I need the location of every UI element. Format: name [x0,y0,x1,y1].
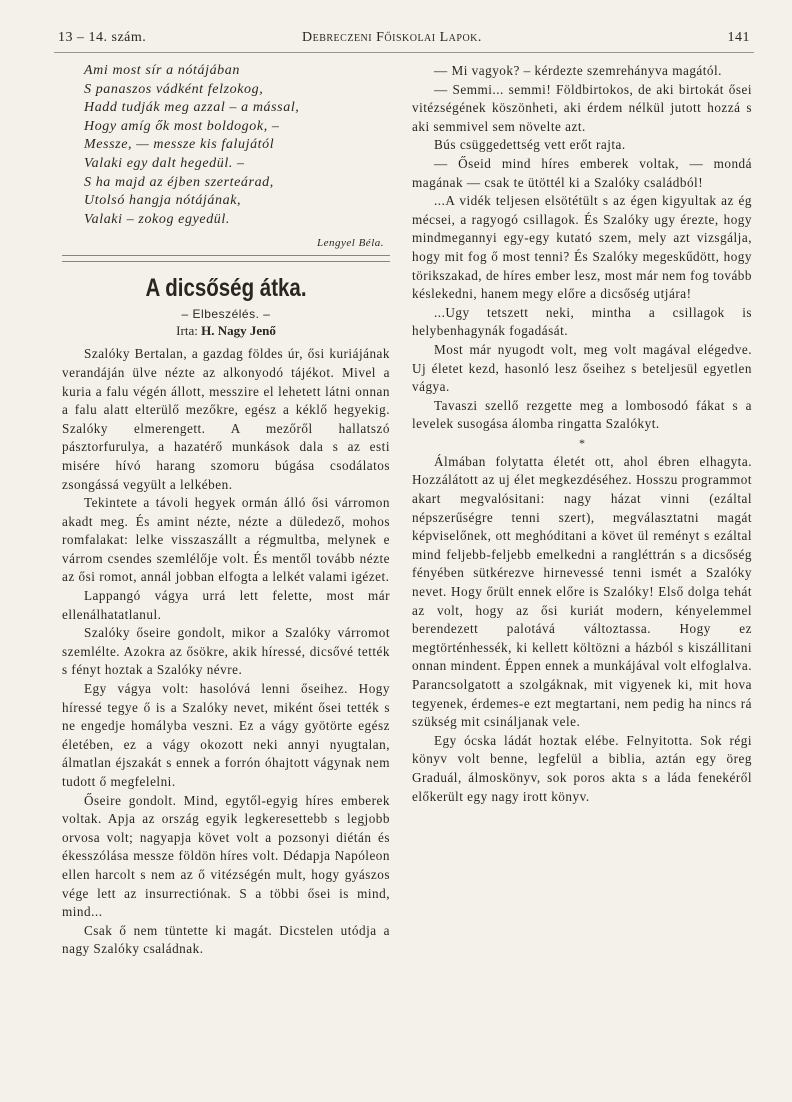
paragraph: — Semmi... semmi! Földbirtokos, de aki birtokát ősei vitézségének köszönheti, aki érdem nélkül jutott hozzá s aki semmivel sem növelte azt. [412,81,752,134]
paragraph: Szalóky Bertalan, a gazdag földes úr, ősi kuriájának verandáján ülve nézte az alkonyodó tájékot. Mivel a kuria a falu végén állott, messzire el lehetett látni onnan a falu alatt elterülő mezőkre, egész a kéklő hegyekig. Szalóky elmerengett. A mezőről hallatszó pásztorfurulya, a hazatérő munkások dala s az esti misére hívó harang szomoru búgása csodálatos zsongássá vegyült a lelkében. [62,346,390,492]
paragraph: Tekintete a távoli hegyek ormán álló ősi várromon akadt meg. És amint nézte, nézte a düledező, mohos romfalakat: lelke visszaszállt a régmultba, melynek e várrom csendes szemlélője volt. És mentől tovább nézte az ősi romot, annál jobban elfogta a lelkét valami igézet. [62,495,390,585]
author-name: H. Nagy Jenő [201,323,276,339]
paragraph: — Mi vagyok? – kérdezte szemrehányva magától. [434,63,722,78]
article-subtitle: – Elbeszélés. – [181,307,271,322]
paragraph: Őseire gondolt. Mind, egytől-egyig híres emberek voltak. Apja az ország egyik legkeresettebb s legjobb orvosa volt; nagyapja követ volt a pozsonyi diétán és ékesszólása messze földön híres volt. Dédapja Napóleon ellen harcolt s nem az ő vitézségén mult, hogy gyászos vége lett az insurrectiónak. S a többi ősei is mind, mind... [62,792,390,920]
paragraph: Bús csüggedettség vett erőt rajta. [434,137,626,153]
paragraph: Szalóky őseire gondolt, mikor a Szalóky várromot szemlélte. Azokra az ősökre, akik híressé, dicsővé tették s fényt hoztak a Szalóky névre. [62,625,390,678]
section-separator: * [579,435,585,450]
poem-line: Messze, — messze kis falujától [84,137,275,153]
paragraph: ...A vidék teljesen elsötétült s az égen kigyultak az ég mécsei, a ragyogó csillagok. És Szalóky ugy érezte, hogy mindmegannyi egy-egy kutató szem, mely azt vizsgálja, hogy mit fog ő most tenni? És Szalóky megeskűdött, hogy törikszakad, de híres ember lesz, most már nem fog tovább késlekedni, hanem megy előre a dicsőség utjára! [412,193,752,302]
issue-number: 13 – 14. szám. [58,30,147,45]
paragraph: Egy ócska ládát hoztak elébe. Felnyitotta. Sok régi könyv volt benne, legfelül a biblia, aztán egy öreg Graduál, álmoskönyv, sok poros akta s a láda fenekéről előkerült egy nagy irott könyv. [412,732,752,804]
poem-line: Utolsó hangja nótájának, [84,193,242,209]
right-column [412,62,752,806]
poem-line: S ha majd az éjben szerteárad, [84,174,274,190]
article-title: A dicsőség átka. [145,274,307,303]
poem [62,62,390,229]
poem-line: Valaki – zokog egyedül. [84,211,230,227]
paragraph: Most már nyugodt volt, meg volt magával elégedve. Uj életet kezd, hasonló lesz őseihez s beteljesül egyetlen vágya. [412,341,752,395]
paragraph: — Őseid mind híres emberek voltak, — mondá magának — csak te ütöttél ki a Szalóky családból! [412,155,752,190]
page-number: 141 [727,30,750,45]
byline-prefix: Irta: [176,323,198,339]
poem-signature: Lengyel Béla. [317,237,384,250]
paragraph: Egy vágya volt: hasolóvá lenni őseihez. Hogy híressé tegye ő is a Szalóky nevet, miként ősei tették s ne engedje homályba veszni. Ez a vágy gyötörte egész életében, ez a vágy okozott neki annyi nyugtalan, álmatlan éjszakát s ennek a forrón óhajtott vágynak nem tudott ő megfelelni. [62,681,390,789]
right-body-text [412,62,752,806]
paragraph: Csak ő nem tüntette ki magát. Dicstelen utódja a nagy Szalóky családnak. [62,922,390,957]
article-byline [62,323,390,339]
left-column [62,62,390,959]
paragraph: Lappangó vágya urrá lett felette, most már ellenálhatatlanul. [62,588,390,622]
poem-line: Hadd tudják meg azzal – a mással, [84,100,300,116]
paragraph: Tavaszi szellő rezgette meg a lombosodó fákat s a levelek susogása álomba ringatta Szalókyt. [412,397,752,432]
double-rule-divider [62,255,390,262]
poem-line: S panaszos vádként felzokog, [84,81,264,97]
poem-line: Valaki egy dalt hegedül. – [84,155,245,171]
paragraph: Álmában folytatta életét ott, ahol ébren elhagyta. Hozzálátott az uj élet megkezdéséhez. Hosszu programmot akart megvalósitani: nagy házat vinni (ezáltal népszerűségre tenni szert), megválasztatni magát képviselőnek, ott meghóditani a követ ül reményt s ezáltal mind feljebb-feljebb emelkedni a rangléttrán s a dicsőség fényében sütkérezve hirnevessé tenni ismét a Szalóky nevet. Hogy őrült ennek előre is Szalóky! Első dolga tehát az volt, hogy az ősi kuriát modern, kényelemmel berendezett palotává változtassa. Hogy ez megtörténhessék, ki kellett költözni a házból s kiszállitani onnan mindent. Éppen ennek a munkájával volt elfoglalva. Parancsolgatott a szolgáknak, mit vigyenek ki, mit hova tegyenek, érdemes-e ezt megtartani, nem pedig ha nincs rá szükség mit csináljanak vele. [412,453,752,730]
journal-title: Debreczeni Főiskolai Lapok. [302,30,482,45]
poem-line: Hogy amíg ők most boldogok, – [84,118,280,134]
paragraph: ...Ugy tetszett neki, mintha a csillagok is helybenhagynák fogadását. [412,304,752,339]
left-body-text [62,345,390,959]
poem-line: Ami most sír a nótájában [84,63,240,78]
page-header [54,30,754,53]
